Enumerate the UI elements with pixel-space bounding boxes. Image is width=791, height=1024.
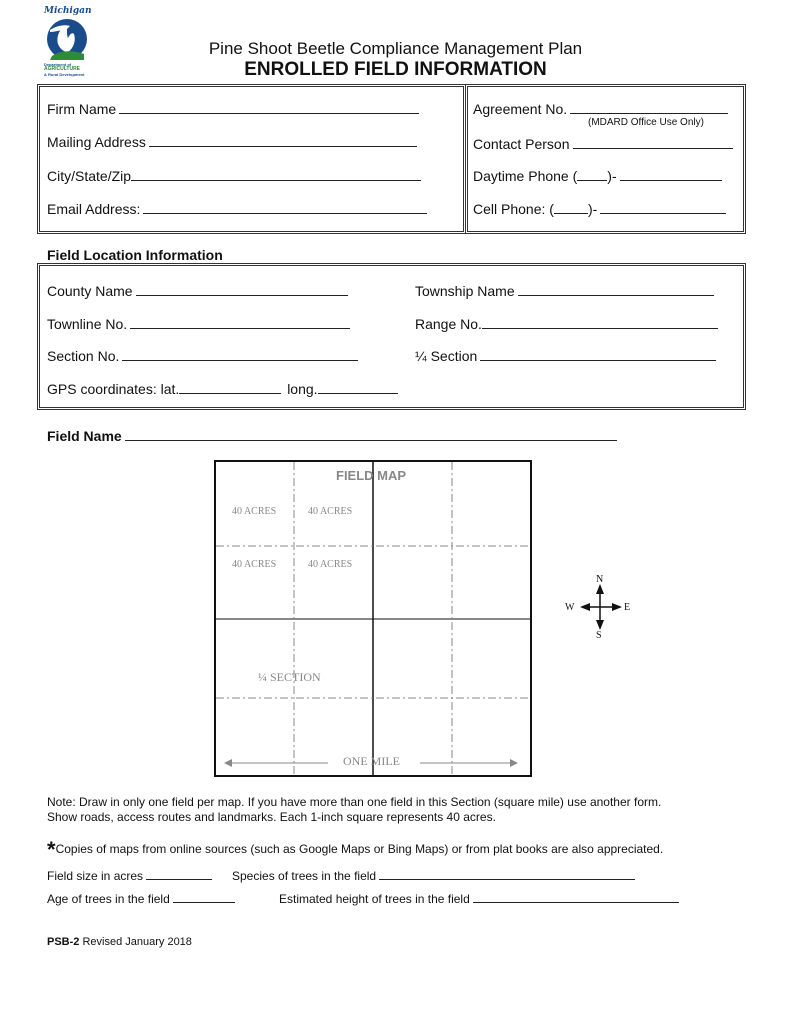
daytime-phone-field[interactable]: Daytime Phone ( )- [473, 168, 722, 184]
county-field[interactable]: County Name [47, 283, 348, 299]
cell-phone-field[interactable]: Cell Phone: ( )- [473, 201, 726, 217]
acres-label: 40 ACRES [232, 559, 277, 570]
city-state-zip-field[interactable] [47, 168, 421, 184]
gps-field[interactable]: GPS coordinates: lat. long. [47, 381, 398, 397]
mailing-address-label: Mailing Address [47, 134, 146, 150]
agreement-no-field[interactable] [473, 101, 728, 117]
form-code: PSB-2 [47, 936, 80, 948]
logo-department: Department of AGRICULTURE & Rural Development [44, 62, 85, 77]
one-mile-label: ONE MILE [343, 754, 400, 768]
age-field[interactable]: Age of trees in the field [47, 890, 235, 906]
acres-label: 40 ACRES [308, 559, 353, 570]
form-title: ENROLLED FIELD INFORMATION [244, 59, 547, 80]
city-state-zip-label: City/State/Zip [47, 168, 132, 184]
field-map-title: FIELD MAP [336, 468, 407, 483]
contact-person-field[interactable] [473, 136, 733, 152]
agreement-no-label: Agreement No. [473, 101, 568, 117]
compass-w: W [565, 602, 575, 613]
compass-s: S [596, 630, 602, 641]
note-line-2: Show roads, access routes and landmarks. Each 1-inch square represents 40 acres. [47, 810, 496, 824]
compass-rose [562, 572, 638, 644]
email-field[interactable] [47, 201, 427, 217]
form-subtitle: Pine Shoot Beetle Compliance Management Plan [208, 39, 583, 58]
copies-note: *Copies of maps from online sources (such as Google Maps or Bing Maps) or from plat books are also appreciated. [47, 837, 664, 862]
email-label: Email Address: [47, 201, 141, 217]
section-field[interactable]: Section No. [47, 348, 358, 364]
township-field[interactable]: Township Name [415, 283, 714, 299]
quarter-section-field[interactable]: ¼ Section [415, 348, 716, 364]
contact-person-label: Contact Person [473, 136, 570, 152]
compass-e: E [624, 602, 631, 613]
quarter-section-label: ¼ SECTION [258, 670, 321, 684]
compass-n: N [596, 574, 604, 585]
form-revision: PSB-2 Revised January 2018 [47, 936, 192, 948]
acres-label: 40 ACRES [232, 506, 277, 517]
acres-label: 40 ACRES [308, 506, 353, 517]
field-location-heading: Field Location Information [47, 247, 223, 263]
townline-field[interactable]: Townline No. [47, 316, 350, 332]
logo-wordmark: Michigan [44, 6, 92, 16]
note-line-1: Note: Draw in only one field per map. If you have more than one field in this Section (square mile) use another form. [47, 795, 662, 809]
field-size-field[interactable]: Field size in acres [47, 867, 212, 883]
mailing-address-field[interactable] [47, 134, 417, 150]
asterisk: * [47, 837, 56, 862]
range-field[interactable]: Range No. [415, 316, 718, 332]
mdard-note: (MDARD Office Use Only) [588, 117, 704, 128]
field-map[interactable] [214, 460, 532, 777]
firm-name-field[interactable] [47, 101, 419, 117]
field-name-field[interactable] [47, 428, 617, 444]
height-field[interactable]: Estimated height of trees in the field [279, 890, 679, 906]
field-name-label: Field Name [47, 428, 122, 444]
species-field[interactable]: Species of trees in the field [232, 867, 635, 883]
firm-name-label: Firm Name [47, 101, 117, 117]
